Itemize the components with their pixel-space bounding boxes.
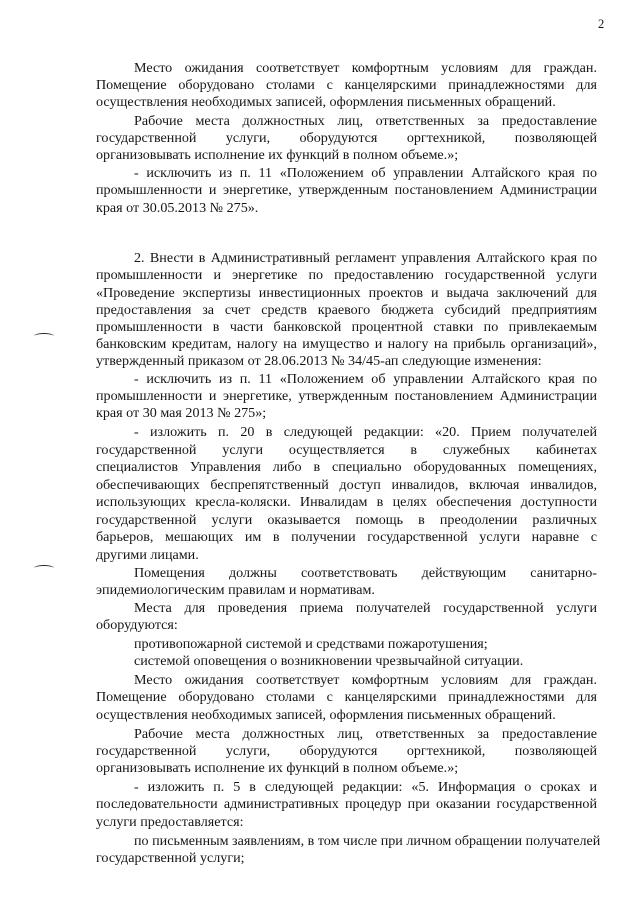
text-line: предоставления за счет средств краевого бюджета субсидий предприятиям	[96, 302, 597, 318]
text-line: Места для проведения приема получателей государственной услуги	[134, 600, 597, 616]
text-line: промышленности и энергетике, утвержденным постановлением Администрации	[96, 388, 597, 404]
text-line: Помещение оборудовано столами с канцелярскими принадлежностями для	[96, 689, 597, 705]
text-line: государственной услуги;	[96, 850, 245, 866]
text-line: услуги предоставляется:	[96, 814, 244, 830]
text-line: 2. Внести в Административный регламент управления Алтайского края по	[134, 250, 597, 266]
text-line: Место ожидания соответствует комфортным условиям для граждан.	[134, 60, 597, 76]
text-line: «Проведение экспертизы инвестиционных проектов и выдача заключений для	[96, 285, 597, 301]
text-line: - исключить из п. 11 «Положением об управлении Алтайского края по	[134, 165, 597, 181]
text-line: промышленности и энергетике по предоставлению государственной услуги	[96, 267, 597, 283]
text-line: Помещения должны соответствовать действующим санитарно-	[134, 565, 597, 581]
text-line: специалистов Управления либо в специально оборудованных помещениях,	[96, 459, 597, 475]
text-line: последовательности административных процедур при оказании государственной	[96, 796, 597, 812]
text-line: осуществления необходимых записей, оформления письменных обращений.	[96, 707, 556, 723]
text-line: утвержденный приказом от 28.06.2013 № 34/45-ап следующие изменения:	[96, 353, 542, 369]
text-line: - изложить п. 5 в следующей редакции: «5. Информация о сроках и	[134, 779, 597, 795]
text-line: государственной услуги оказывается помощь в преодолении различных	[96, 512, 597, 528]
text-line: государственной услуги, оборудуются оргтехникой, позволяющей	[96, 743, 597, 759]
text-line: барьеров, мешающих им в получении государственной услуги наравне с	[96, 529, 597, 545]
text-line: Рабочие места должностных лиц, ответственных за предоставление	[134, 113, 597, 129]
margin-tick-mark	[34, 333, 54, 339]
text-line: осуществления необходимых записей, оформления письменных обращений.	[96, 94, 556, 110]
text-line: по письменным заявлениям, в том числе при личном обращении получателей	[134, 833, 601, 849]
text-line: Место ожидания соответствует комфортным условиям для граждан.	[134, 672, 597, 688]
text-line: - изложить п. 20 в следующей редакции: «20. Прием получателей	[134, 424, 597, 440]
text-line: банковским кредитам, налогу на имущество и налогу на прибыль организаций»,	[96, 336, 597, 352]
text-line: - исключить из п. 11 «Положением об управлении Алтайского края по	[134, 371, 597, 387]
text-line: организовывать исполнение их функций в полном объеме.»;	[96, 147, 459, 163]
text-line: другими лицами.	[96, 547, 199, 563]
margin-tick-mark	[34, 565, 54, 571]
text-line: обеспечивающих беспрепятственный доступ инвалидов, включая инвалидов,	[96, 477, 597, 493]
text-line: государственной услуги осуществляется в служебных кабинетах	[96, 442, 597, 458]
text-line: оборудуются:	[96, 617, 178, 633]
text-line: Рабочие места должностных лиц, ответственных за предоставление	[134, 726, 597, 742]
text-line: края от 30 мая 2013 № 275»;	[96, 405, 267, 421]
text-line: эпидемиологическим правилам и нормативам.	[96, 582, 375, 598]
text-line: использующих кресла-коляски. Инвалидам в целях обеспечения доступности	[96, 494, 597, 510]
text-line: промышленности и энергетике, утвержденным постановлением Администрации	[96, 182, 597, 198]
text-line: края от 30.05.2013 № 275».	[96, 200, 259, 216]
text-line: системой оповещения о возникновении чрезвычайной ситуации.	[134, 653, 524, 669]
page-number: 2	[598, 17, 605, 31]
text-line: организовывать исполнение их функций в полном объеме.»;	[96, 760, 459, 776]
text-line: противопожарной системой и средствами пожаротушения;	[134, 636, 488, 652]
text-line: Помещение оборудовано столами с канцелярскими принадлежностями для	[96, 77, 597, 93]
text-line: государственной услуги, оборудуются оргтехникой, позволяющей	[96, 130, 597, 146]
text-line: промышленности в части банковской процентной ставки по привлекаемым	[96, 319, 597, 335]
